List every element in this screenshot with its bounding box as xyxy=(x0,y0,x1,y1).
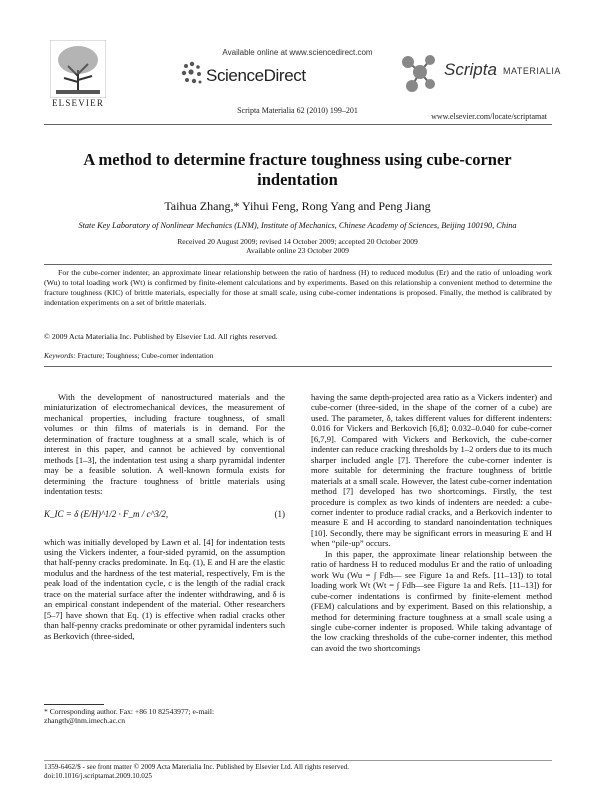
keywords-label: Keywords: xyxy=(44,351,76,360)
scripta-brand: Scripta xyxy=(444,60,497,79)
body-paragraph: which was initially developed by Lawn et al. [4] for indentation tests using the Vickers indenter, a four-sided pyramid, on the assumption that half-penny cracks predominate. In Eq. (1), E and H are the elastic modulus and the hardness of the test material, respectively, Fm is the peak load of the indentation cycle, c is the length of the radial crack trace on the material surface after the indenter withdrawing, and δ is an empirical constant independent of the material. Other researchers [5–7] have shown that Eq. (1) is effective when radial cracks other than half-penny cracks predominate or other pyramidal indenters such as Berkovich (three-sided, xyxy=(44,536,286,641)
abstract-divider-top xyxy=(44,264,552,265)
footnote-divider xyxy=(44,704,104,705)
keywords-list: Fracture; Toughness; Cube-corner indentation xyxy=(77,351,214,360)
equation-1 xyxy=(44,499,285,533)
elsevier-wordmark: ELSEVIER xyxy=(51,98,105,108)
issn-line: 1359-6462/$ - see front matter © 2009 Acta Materialia Inc. Published by Elsevier Ltd. All rights reserved. xyxy=(44,763,350,771)
body-paragraph: having the same depth-projected area ratio as a Vickers indenter) and cube-corner (three-sided, in the shape of the corner of a cube) are used. The parameter, δ, takes different values for different indenters: 0.016 for Vickers and Berkovich [6,8]; 0.032–0.040 for cube-corner [6,7,9]. Compared with Vickers and Berkovich, the cube-corner indenter can reduce cracking thresholds by 1–2 orders due to its much sharper included angle [7]. Therefore the cube-corner indenter is more suitable for determining the fracture toughness of brittle materials at a small scale. However, the latest cube-corner indentation method [7] developed has two shortcomings. Firstly, the test procedure is complex as two kinds of indenters are needed: a cube-corner indenter to produce radial cracks, and a Berkovich indenter to measure E and H according to standard nanoindentation techniques [10]. Secondly, there may be significant errors in measuring E and H when “pile-up” occurs. xyxy=(311,392,552,549)
doi-link[interactable]: doi:10.1016/j.scriptamat.2009.10.025 xyxy=(44,772,153,780)
scripta-molecule-icon xyxy=(398,50,438,100)
body-paragraph: With the development of nanostructured materials and the miniaturization of electromechanical devices, the measurement of mechanical properties, including fracture toughness, of small volumes or thin films of materials is in demand. For the determination of fracture toughness at a small scale, which is of interest in this paper, and cannot be achieved by conventional methods [1–3], the indentation test using a sharp pyramidal indenter may be a feasible solution. A well-known formula exists for determining the fracture toughness of brittle materials using indentation tests: xyxy=(44,392,285,497)
body-paragraph: In this paper, the approximate linear relationship between the ratio of hardness H to reduced modulus Er and the ratio of unloading work Wu (Wu = ∫ Fdh— see Figure 1a and Refs. [11–13]) to total loading work Wt (Wt = ∫ Fdh—see Figure 1a and Refs. [11–13]) for cube-corner indentations is confirmed by finite-element method (FEM) calculations and by experiment. Based on this relationship, a method for determining fracture toughness at a small scale using a single cube-corner indenter is proposed. While taking advantage of the low cracking thresholds of the cube-corner indenter, this method can avoid the two shortcomings xyxy=(311,548,552,653)
received-dates: Received 20 August 2009; revised 14 October 2009; accepted 20 October 2009 xyxy=(177,237,418,246)
materialia-brand: MATERIALIA xyxy=(503,66,561,76)
journal-reference: Scripta Materialia 62 (2010) 199–201 xyxy=(237,106,358,115)
elsevier-tree-icon xyxy=(50,40,106,98)
sciencedirect-brand: ScienceDirect xyxy=(206,66,306,85)
body-column-right xyxy=(311,392,552,653)
equation-expression: K_IC = δ (E/H)^1/2 · F_m / c^3/2, xyxy=(44,508,169,519)
equation-number: (1) xyxy=(274,508,285,519)
journal-url-link[interactable]: www.elsevier.com/locate/scriptamat xyxy=(431,112,547,121)
article-title: A method to determine fracture toughness using cube-corner indentation xyxy=(83,150,512,189)
abstract-text: For the cube-corner indenter, an approximate linear relationship between the ratio of hardness (H) to reduced modulus (Er) and the ratio of unloading work (Wu) to total loading work (Wt) is confirmed by finite-element calculations and by experiments. Based on this relationship a convenient method to determine the fracture toughness (KIC) of brittle materials, especially for those at small scale, using cube-corner indentations is proposed. Finally, the method is calibrated by indentation experiments on a set of brittle materials. xyxy=(44,268,552,307)
footer-divider xyxy=(44,760,552,761)
online-date: Available online 23 October 2009 xyxy=(246,246,349,255)
abstract-divider-bottom xyxy=(44,366,552,367)
keywords xyxy=(44,351,213,360)
page-header xyxy=(0,0,595,130)
abstract-copyright: © 2009 Acta Materialia Inc. Published by Elsevier Ltd. All rights reserved. xyxy=(44,332,278,341)
article-authors: Taihua Zhang,* Yihui Feng, Rong Yang and Peng Jiang xyxy=(164,199,431,213)
header-divider xyxy=(44,124,552,125)
author-affiliation: State Key Laboratory of Nonlinear Mechanics (LNM), Institute of Mechanics, Chinese Academy of Sciences, Beijing 100190, China xyxy=(78,221,517,230)
body-column-left xyxy=(44,392,285,641)
available-online-text: Available online at www.sciencedirect.com xyxy=(222,48,373,57)
corresponding-author-footnote: * Corresponding author. Fax: +86 10 82543977; e-mail: zhangth@lnm.imech.ac.cn xyxy=(44,707,215,726)
